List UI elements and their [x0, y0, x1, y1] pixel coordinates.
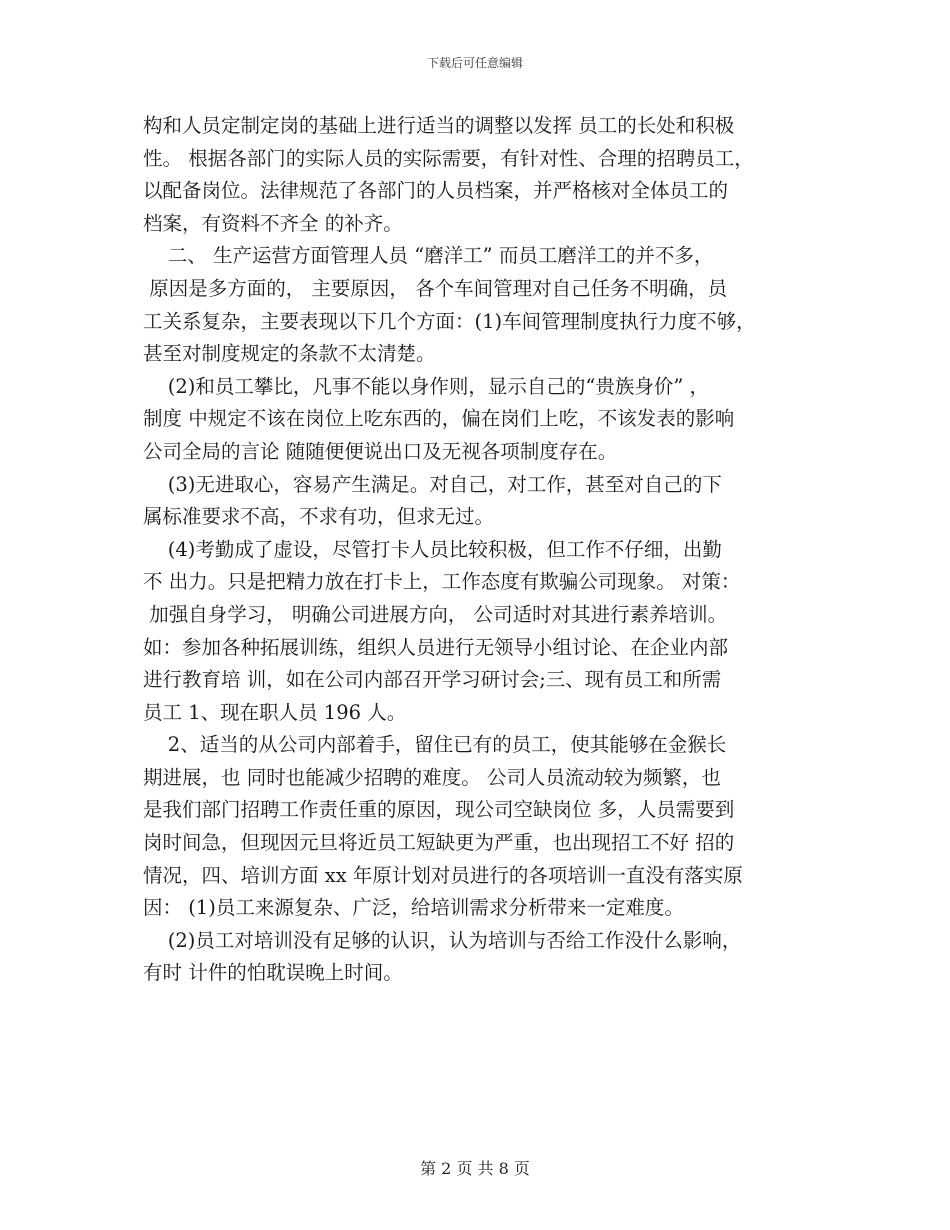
body-line: (2)和员工攀比，凡事不能以身作则，显示自己的“贵族身价” ， — [143, 374, 710, 398]
body-line: 加强自身学习， 明确公司进展方向， 公司适时对其进行素养培训。 — [143, 602, 728, 626]
body-line: 制度 中规定不该在岗位上吃东西的，偏在岗们上吃，不该发表的影响 — [143, 407, 735, 431]
body-line: 如：参加各种拓展训练，组织人员进行无领导小组讨论、在企业内部 — [143, 635, 729, 659]
body-line: 属标准要求不高，不求有功，但求无过。 — [143, 505, 495, 529]
body-line: 二、 生产运营方面管理人员 “磨洋工” 而员工磨洋工的并不多， — [143, 244, 714, 268]
body-line: 不 出力。只是把精力放在打卡上，工作态度有欺骗公司现象。 对策： — [143, 570, 741, 594]
body-line: 工关系复杂，主要表现以下几个方面：(1)车间管理制度执行力度不够， — [143, 309, 756, 333]
body-line: 岗时间急，但现因元旦将近员工短缺更为严重，也出现招工不好 招的 — [143, 831, 735, 855]
body-line: 期进展，也 同时也能减少招聘的难度。 公司人员流动较为频繁，也 — [143, 765, 721, 789]
document-body — [143, 110, 813, 990]
page-number-footer: 第 2 页 共 8 页 — [420, 1159, 530, 1178]
body-line: (4)考勤成了虚设，尽管打卡人员比较积极，但工作不仔细，出勤 — [143, 537, 722, 561]
body-line: 档案，有资料不齐全 的补齐。 — [143, 211, 403, 235]
body-line: 员工 1、现在职人员 196 人。 — [143, 700, 407, 724]
body-line: 构和人员定制定岗的基础上进行适当的调整以发挥 员工的长处和积极 — [143, 114, 735, 137]
body-line: 有时 计件的怕耽误晚上时间。 — [143, 961, 403, 985]
body-line: (3)无进取心，容易产生满足。对自己，对工作，甚至对自己的下 — [143, 472, 722, 496]
body-line: 情况，四、培训方面 xx 年原计划对员进行的各项培训一直没有落实原 — [143, 863, 743, 887]
body-line: 原因是多方面的， 主要原因， 各个车间管理对自己任务不明确，员 — [143, 276, 728, 300]
page-header: 下载后可任意编辑 — [426, 56, 523, 70]
body-line: 进行教育培 训，如在公司内部召开学习研讨会;三、现有员工和所需 — [143, 668, 722, 692]
body-line: 性。 根据各部门的实际人员的实际需要，有针对性、合理的招聘员工， — [143, 146, 754, 170]
body-line: (2)员工对培训没有足够的认识，认为培训与否给工作没什么影响， — [143, 928, 742, 952]
body-line: 公司全局的言论 随随便便说出口及无视各项制度存在。 — [143, 439, 618, 463]
body-line: 甚至对制度规定的条款不太清楚。 — [143, 342, 436, 366]
body-line: 以配备岗位。法律规范了各部门的人员档案，并严格核对全体员工的 — [143, 179, 729, 203]
body-line: 是我们部门招聘工作责任重的原因，现公司空缺岗位 多，人员需要到 — [143, 798, 735, 822]
body-line: 2、适当的从公司内部着手，留住已有的员工，使其能够在金猴长 — [143, 733, 727, 757]
body-line: 因： (1)员工来源复杂、广泛，给培训需求分析带来一定难度。 — [143, 896, 684, 920]
